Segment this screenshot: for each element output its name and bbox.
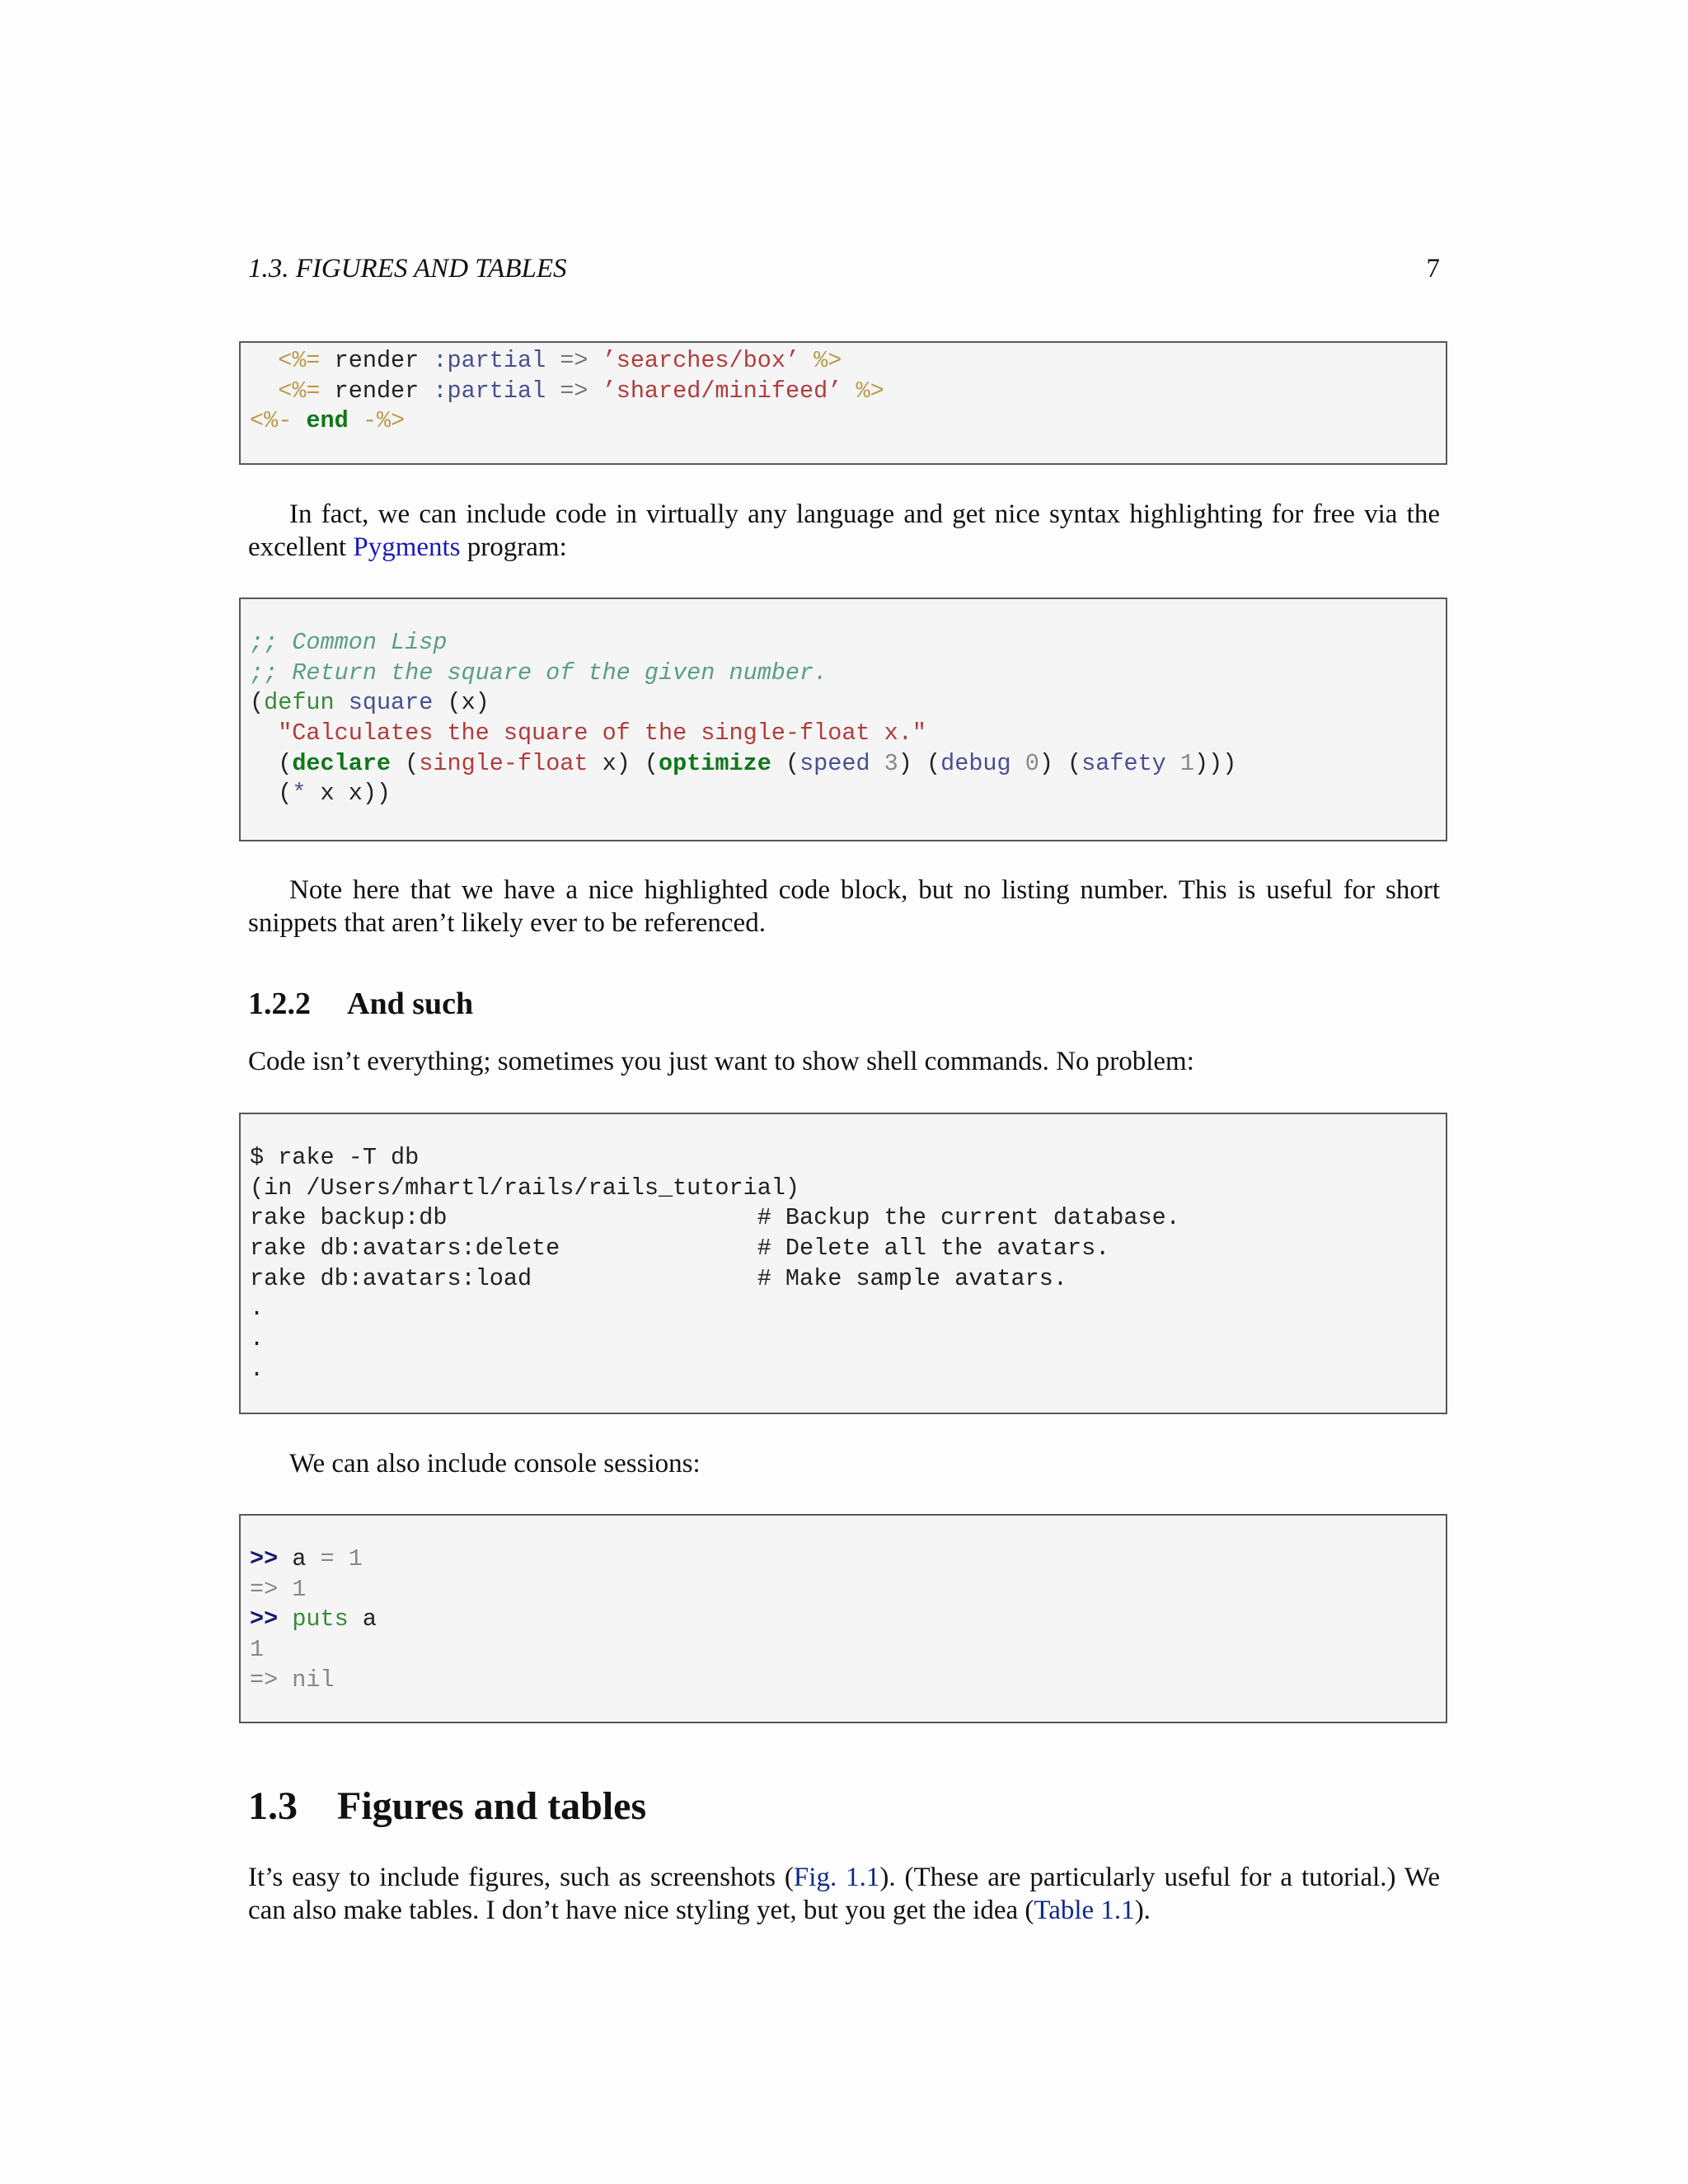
running-header [248,254,1440,290]
code-line: >> a = 1 [250,1545,363,1572]
section-heading-1-3: 1.3 Figures and tables [248,1784,647,1828]
code-line: rake db:avatars:load # Make sample avatars. [250,1264,1067,1292]
code-line: rake backup:db # Backup the current database. [250,1204,1180,1232]
code-line: => 1 [250,1575,307,1603]
code-line: rake db:avatars:delete # Delete all the avatars. [250,1235,1110,1263]
code-line: (in /Users/mhartl/rails/rails_tutorial) [250,1174,800,1202]
code-line: . [250,1295,265,1323]
code-line: => nil [250,1666,335,1694]
pygments-link[interactable]: Pygments [353,532,461,562]
code-comment: ;; Common Lisp [250,629,448,656]
table-reference-link[interactable]: Table 1.1 [1034,1896,1135,1925]
code-line: <%- end -%> [250,407,406,435]
code-block-lisp [239,598,1447,841]
paragraph: Note here that we have a nice highlighted code block, but no listing number. This is useful for short snippets that aren’t likely ever to be referenced. [248,875,1440,938]
code-line: (* x x)) [250,780,392,808]
code-line: "Calculates the square of the single-float x." [250,719,926,748]
code-line: . [250,1325,265,1353]
code-line: (declare (single-float x) (optimize (speed 3) (debug 0) (safety 1))) [250,749,1237,777]
code-comment: ;; Return the square of the given number. [250,658,828,687]
code-line: >> puts a [250,1605,377,1633]
running-header-title: 1.3. FIGURES AND TABLES [248,254,567,284]
paragraph: Code isn’t everything; sometimes you just want to show shell commands. No problem: [248,1047,1194,1076]
code-block-shell [239,1113,1447,1414]
code-line: (defun square (x) [250,689,490,717]
code-line: 1 [250,1636,265,1664]
code-block-console [239,1514,1447,1723]
paragraph: We can also include console sessions: [289,1449,701,1479]
code-line: <%= render :partial => ’searches/box’ %> [278,347,842,374]
code-line: $ rake -T db [250,1144,420,1171]
paragraph: It’s easy to include figures, such as screenshots (Fig. 1.1). (These are particularly useful for a tutorial.) We can also make tables. I don’t have nice styling yet, but you get the idea (Table 1.1). [248,1863,1440,1925]
section-heading-1-2-2: 1.2.2 And such [248,987,474,1021]
page-number: 7 [1426,254,1440,284]
paragraph: In fact, we can include code in virtually any language and get nice syntax highlighting for free via the excellent Pygments program: [248,499,1440,562]
code-block-erb [239,341,1447,465]
code-line: <%= render :partial => ’shared/minifeed’ %> [278,377,884,405]
figure-reference-link[interactable]: Fig. 1.1 [793,1863,880,1892]
code-line: . [250,1355,265,1383]
